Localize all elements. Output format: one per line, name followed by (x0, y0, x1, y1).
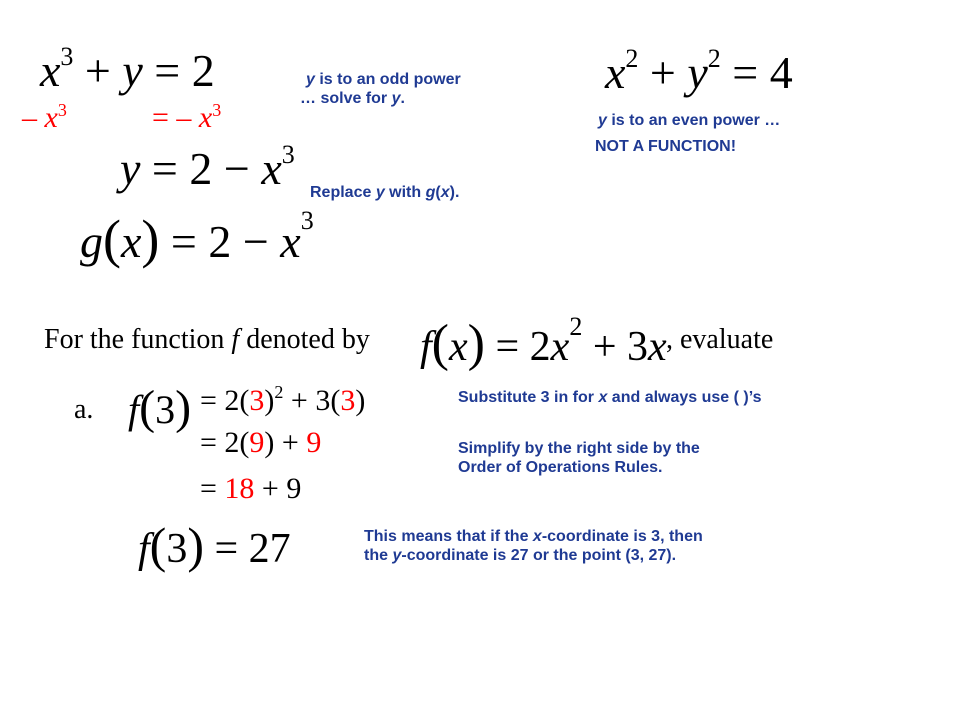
exponent: 3 (57, 100, 67, 120)
minus-sign: − (223, 143, 250, 194)
note-not-function (595, 137, 736, 156)
paren-close: ) (175, 381, 192, 434)
exponent: 3 (281, 140, 295, 169)
plus-sign: + (592, 324, 617, 370)
equals-sign: = (170, 216, 197, 267)
simplified-value: 9 (306, 426, 322, 459)
note-text: . (400, 90, 405, 108)
note-text: -coordinate is 3, then (541, 528, 703, 545)
step-text: ) (264, 384, 275, 417)
simplified-value: 18 (224, 472, 255, 505)
part-label-text: a. (74, 394, 94, 425)
note-meaning (364, 527, 703, 565)
paren-open: ( (149, 517, 167, 573)
problem-text: denoted by (239, 324, 370, 355)
eq-var-x: x (40, 45, 61, 96)
note-text: is to an even power … (606, 112, 781, 129)
exponent: 2 (274, 382, 284, 402)
exponent: 2 (707, 44, 721, 73)
step-text: = 2( (200, 426, 250, 459)
problem-tail (666, 326, 773, 354)
var-x: x (440, 184, 450, 201)
paren: ( (435, 184, 441, 201)
problem-text: , evaluate (666, 324, 774, 355)
note-substitute (458, 388, 762, 407)
part-label (74, 396, 93, 424)
step-simplify-2 (200, 474, 301, 504)
minus-sign: – (176, 101, 192, 134)
result-value: 27 (248, 526, 291, 572)
equals-sign: = (151, 143, 178, 194)
coefficient: 2 (529, 324, 551, 370)
eq-equals: = (154, 45, 181, 96)
var-x: x (198, 101, 213, 134)
var-y: y (375, 184, 385, 201)
minus-sign: − (242, 216, 269, 267)
eq-var-y: y (122, 45, 143, 96)
var-x: x (598, 389, 608, 406)
note-text: with (384, 184, 426, 201)
note-text: Replace (310, 184, 376, 201)
equals-sign: = (495, 324, 520, 370)
coefficient: 3 (627, 324, 649, 370)
paren-close: ) (467, 315, 485, 372)
function-definition (420, 312, 667, 372)
var-x: x (648, 324, 667, 370)
fn-f: f (420, 324, 432, 370)
equals-sign: = (732, 47, 759, 98)
constant: 2 (189, 143, 213, 194)
problem-lead (44, 326, 370, 354)
step-substitute (200, 382, 366, 417)
note-text: … solve for (300, 90, 392, 108)
paren-open: ( (431, 315, 449, 372)
var-y: y (392, 547, 402, 565)
f-of-3 (128, 381, 192, 434)
fn-g: g (425, 184, 436, 201)
note-simplify (458, 439, 700, 477)
var-x: x (261, 143, 282, 194)
step-simplify-1 (200, 428, 321, 458)
substituted-value: 3 (249, 384, 265, 417)
var-x: x (280, 216, 301, 267)
exponent: 3 (300, 206, 314, 235)
result-equation (138, 517, 291, 573)
equation-gx (80, 206, 314, 269)
note-text: -coordinate is 27 or the point (3, 27). (401, 547, 677, 565)
argument: 3 (166, 526, 188, 572)
argument: 3 (155, 387, 176, 432)
exponent: 3 (212, 100, 222, 120)
note-odd-power (300, 70, 461, 108)
var-x: x (449, 324, 468, 370)
plus-sign: + (649, 47, 676, 98)
paren-open: ( (103, 209, 121, 269)
var-x: x (532, 528, 542, 545)
fn-g: g (80, 216, 103, 267)
note-text: is to an odd power (314, 71, 461, 88)
exponent: 2 (625, 44, 639, 73)
eq-constant: 2 (191, 45, 215, 96)
var-y: y (391, 90, 401, 108)
note-text: ). (449, 184, 460, 201)
constant: 2 (208, 216, 232, 267)
var-y: y (598, 112, 607, 129)
step-text: + 3( (283, 384, 341, 417)
note-text: Order of Operations Rules. (458, 459, 663, 477)
equation-solved-y (120, 140, 295, 194)
eq-plus: + (84, 45, 111, 96)
equation-cubic (40, 42, 215, 96)
note-text: the (364, 547, 393, 565)
subtract-x3-right (152, 100, 221, 135)
exponent: 2 (569, 312, 583, 341)
equals-sign: = (152, 101, 169, 134)
equals-sign: = (214, 526, 239, 572)
step-text: + 9 (254, 472, 302, 505)
fn-f: f (138, 526, 150, 572)
problem-text: For the function (44, 324, 232, 355)
var-x: x (44, 101, 58, 134)
var-y: y (306, 71, 315, 88)
paren-close: ) (141, 209, 160, 269)
fn-f: f (231, 324, 240, 355)
var-x: x (120, 216, 142, 267)
constant: 4 (769, 47, 793, 98)
substituted-value: 3 (340, 384, 356, 417)
var-y: y (687, 47, 708, 98)
note-text: This means that if the (364, 528, 533, 545)
paren-open: ( (139, 381, 156, 434)
minus-sign: – (22, 101, 37, 134)
fn-f: f (128, 387, 140, 432)
var-x: x (550, 324, 570, 370)
step-text: ) (355, 384, 366, 417)
step-text: = 2( (200, 384, 250, 417)
simplified-value: 9 (249, 426, 265, 459)
note-text: Substitute 3 in for (458, 389, 599, 406)
step-text: = (200, 472, 225, 505)
note-text: NOT A FUNCTION! (595, 138, 737, 155)
var-x: x (605, 47, 626, 98)
paren-close: ) (187, 517, 204, 573)
note-replace-y (310, 183, 459, 202)
subtract-x3-left (22, 100, 67, 135)
eq-exponent: 3 (60, 42, 74, 71)
var-y: y (120, 143, 141, 194)
note-text: Simplify by the right side by the (458, 440, 700, 457)
note-even-power (598, 111, 780, 130)
equation-circle (605, 44, 793, 98)
note-text: and always use ( )’s (607, 389, 762, 406)
step-text: ) + (264, 426, 307, 459)
